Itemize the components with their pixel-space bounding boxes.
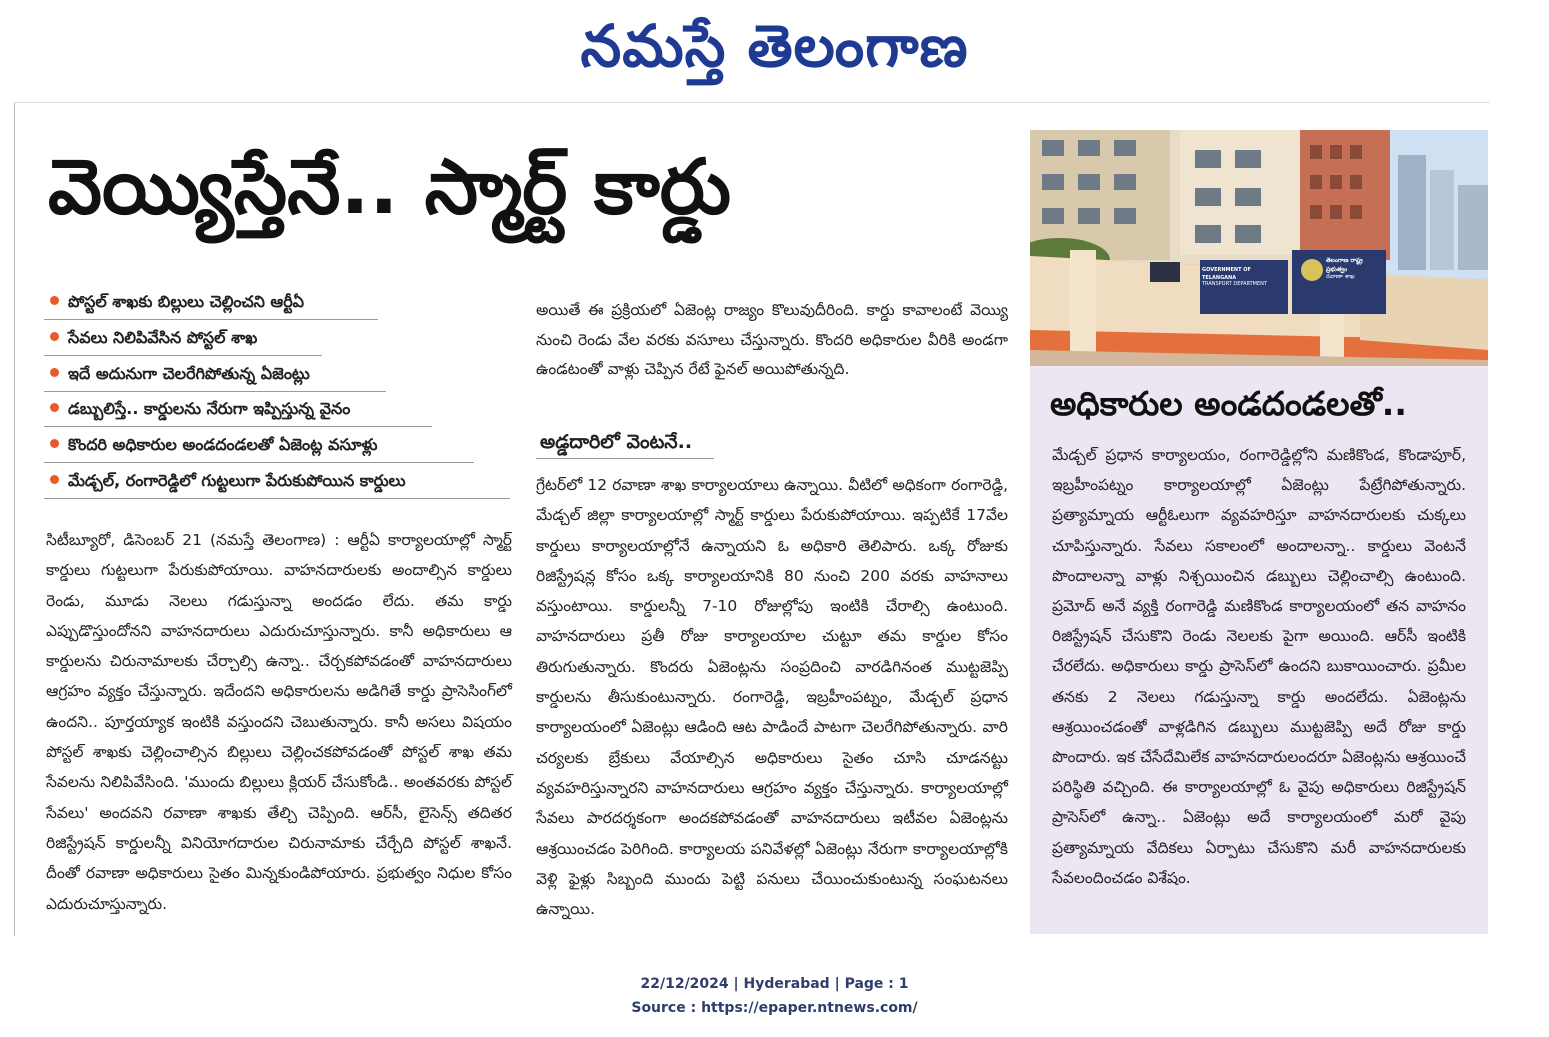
bullet-dot-icon [50,296,59,305]
bullet-underline [44,426,432,427]
board-left-title: GOVERNMENT OF TELANGANA [1202,267,1251,281]
frame-top-rule [14,102,1490,103]
bullet-text: మేడ్చల్, రంగారెడ్డిలో గుట్టలుగా పేరుకుపోయిన కార్డులు [68,470,406,490]
bullet-dot-icon [50,332,59,341]
bullet-dot-icon [50,439,59,448]
bullet-item [44,322,524,356]
bullet-text: సేవలు నిలిపివేసిన పోస్టల్ శాఖ [68,327,258,347]
bullet-item [44,286,524,320]
masthead: నమస్తే తెలంగాణ [580,12,969,80]
office-photo [1030,130,1488,366]
bullet-underline [44,462,474,463]
bullet-item [44,358,524,392]
board-right-sub: రవాణా శాఖ [1326,273,1355,280]
subheading: అడ్డదారిలో వెంటనే.. [540,431,693,453]
bullet-underline [44,319,378,320]
article-column-1: సిటీబ్యూరో, డిసెంబర్ 21 (నమస్తే తెలంగాణ) : ఆర్టీఏ కార్యాలయాల్లో స్మార్ట్ కార్డులు గుట్టలుగా పేరుకుపోయాయి. వాహనదారులకు అందాల్సిన కార్డులు రెండు, మూడు నెలలు గడుస్తున్నా అందడం లేదు. తమ కార్డు ఎప్పుడొస్తుందోనని వాహనదారులు ఎదురుచూస్తున్నారు. కానీ అధికారులు ఆ కార్డులను చిరునామాలకు చేర్చాల్సి ఉన్నా.. చేర్చకపోవడంతో వాహనదారులు ఆగ్రహం వ్యక్తం చేస్తున్నారు. ఇదేందని అధికారులను అడిగితే కార్డు ప్రాసెసింగ్‌లో ఉందని.. పూర్తయ్యాక ఇంటికి వస్తుందని చెబుతున్నారు. కానీ అసలు విషయం పోస్టల్ శాఖకు చెల్లించాల్సిన బిల్లులు చెల్లించకపోవడంతో పోస్టల్ శాఖ తమ సేవలను నిలిపివేసింది. 'ముందు బిల్లులు క్లియర్ చేసుకోండి.. అంతవరకు పోస్టల్ సేవలు' అందవని రవాణా శాఖకు తేల్చి చెప్పింది. ఆర్‌సీ, లైసెన్స్ తదితర రిజిస్ట్రేషన్ కార్డులన్నీ వినియోగదారుల చిరునామాకు చేర్చేది పోస్టల్ శాఖనే. దీంతో రవాణా అధికారులు సైతం మిన్నకుండిపోయారు. ప్రభుత్వం నిధుల కోసం ఎదురుచూస్తున్నారు. [46,531,512,913]
footer-source: Source : https://epaper.ntnews.com/ [631,1000,918,1016]
bullet-dot-icon [50,403,59,412]
bullet-dot-icon [50,368,59,377]
board-right-title: తెలంగాణ రాష్ట్ర ప్రభుత్వం [1326,257,1363,273]
sidebar-body: మేడ్చల్ ప్రధాన కార్యాలయం, రంగారెడ్డిల్లోని మణికొండ, కొండాపూర్, ఇబ్రహీంపట్నం కార్యాలయాల్లో ఏజెంట్లు పేట్రేగిపోతున్నారు. ప్రత్యామ్నాయ ఆర్టీఓలుగా వ్యవహరిస్తూ వాహనదారులకు చుక్కలు చూపిస్తున్నారు. సేవలు సకాలంలో అందాలన్నా.. కార్డులు వెంటనే పొందాలన్నా వాళ్లు నిశ్చయించిన డబ్బులు చెల్లించాల్సి ఉంటుంది. ప్రమోద్ అనే వ్యక్తి రంగారెడ్డి మణికొండ కార్యాలయంలో తన వాహనం రిజిస్ట్రేషన్ చేసుకొని రెండు నెలలకు పైగా అయింది. ఆర్‌సీ ఇంటికి చేరలేదు. అధికారులు కార్డు ప్రాసెస్‌లో ఉందని బుకాయించారు. ప్రమీల తనకు 2 నెలలు గడుస్తున్నా కార్డు అందలేదు. ఏజెంట్లను ఆశ్రయించడంతో వాళ్లడిగిన డబ్బులు ముట్టజెప్పి అదే రోజు కార్డు పొందారు. ఇక చేసేదేమిలేక వాహనదారులందరూ ఏజెంట్లను ఆశ్రయించే పరిస్థితి వచ్చింది. ఈ కార్యాలయాల్లో ఓ వైపు అధికారులు రిజిస్ట్రేషన్ ప్రాసెస్‌లో ఉన్నా.. ఏజెంట్లు అదే కార్యాలయంలో మరో వైపు ప్రత్యామ్నాయ వేదికలు ఏర్పాటు చేసుకొని మరీ వాహనదారులకు సేవలందించడం విశేషం. [1052,446,1466,887]
board-left-sub: TRANSPORT DEPARTMENT [1202,281,1267,287]
footer [0,972,1549,1020]
frame-left-rule [14,102,15,936]
bullet-text: డబ్బులిస్తే.. కార్డులను నేరుగా ఇప్పిస్తున్న వైనం [68,399,351,419]
subheading-underline [536,458,714,459]
bullet-list [44,286,524,501]
article-column-2-top: అయితే ఈ ప్రక్రియలో ఏజెంట్ల రాజ్యం కొలువుదీరింది. కార్డు కావాలంటే వెయ్యి నుంచి రెండు వేల వరకు వసూలు చేస్తున్నారు. కొందరి అధికారుల వీరికి అండగా ఉండటంతో వాళ్లు చెప్పిన రేటే ఫైనల్ అయిపోతున్నది. [536,301,1008,378]
bullet-underline [44,355,322,356]
bullet-dot-icon [50,475,59,484]
bullet-underline [44,391,386,392]
sidebar-heading: అధికారుల అండదండలతో.. [1050,384,1407,423]
bullet-text: కొందరి అధికారుల అండదండలతో ఏజెంట్ల వసూళ్లు [68,435,378,455]
bullet-item [44,393,524,427]
article-column-2-bottom: గ్రేటర్‌లో 12 రవాణా శాఖ కార్యాలయాలు ఉన్నాయి. వీటిలో అధికంగా రంగారెడ్డి, మేడ్చల్ జిల్లా కార్యాలయాల్లో స్మార్ట్ కార్డులు పేరుకుపోయాయి. ఇప్పటికే 17వేల కార్డులు కార్యాలయాల్లోనే ఉన్నాయని ఓ అధికారి తెలిపారు. ఒక్క రోజుకు రిజిస్ట్రేషన్ల కోసం ఒక్క కార్యాలయానికి 80 నుంచి 200 వరకు వాహనాలు వస్తుంటాయి. కార్డులన్నీ 7-10 రోజుల్లోపు ఇంటికి చేరాల్సి ఉంటుంది. వాహనదారులు ప్రతీ రోజు కార్యాలయాల చుట్టూ తమ కార్డుల కోసం తిరుగుతున్నారు. కొందరు ఏజెంట్లను సంప్రదించి వారడిగినంత ముట్టజెప్పి కార్డులను తీసుకుంటున్నారు. రంగారెడ్డి, ఇబ్రహీంపట్నం, మేడ్చల్ ప్రధాన కార్యాలయంలో ఏజెంట్లు ఆడింది ఆట పాడిందే పాటగా చెలరేగిపోతున్నారు. వారి చర్యలకు బ్రేకులు వేయాల్సిన అధికారులు సైతం చూసి చూడనట్టు వ్యవహరిస్తున్నారని వాహనదారులు ఆగ్రహం వ్యక్తం చేస్తున్నారు. కార్యాలయాల్లో సేవలు పారదర్శకంగా అందకపోవడంతో వాహనదారులు ఇటీవల ఏజెంట్లను ఆశ్రయించడం పెరిగింది. కార్యాలయ పనివేళల్లో ఏజెంట్లు నేరుగా కార్యాలయాల్లోకి వెళ్లి ఫైళ్లు సిబ్బంది ముందు పెట్టి పనులు చేయించుకుంటున్న సంఘటనలు ఉన్నాయి. [536,476,1008,919]
bullet-item [44,429,524,463]
headline: వెయ్యిస్తేనే.. స్మార్ట్ కార్డు [48,142,732,231]
bullet-item [44,465,524,499]
footer-dateline: 22/12/2024 | Hyderabad | Page : 1 [640,976,909,992]
bullet-text: ఇదే అదునుగా చెలరేగిపోతున్న ఏజెంట్లు [68,363,310,383]
bullet-text: పోస్టల్ శాఖకు బిల్లులు చెల్లించని ఆర్టీఏ [68,292,305,311]
bullet-underline [44,498,510,499]
